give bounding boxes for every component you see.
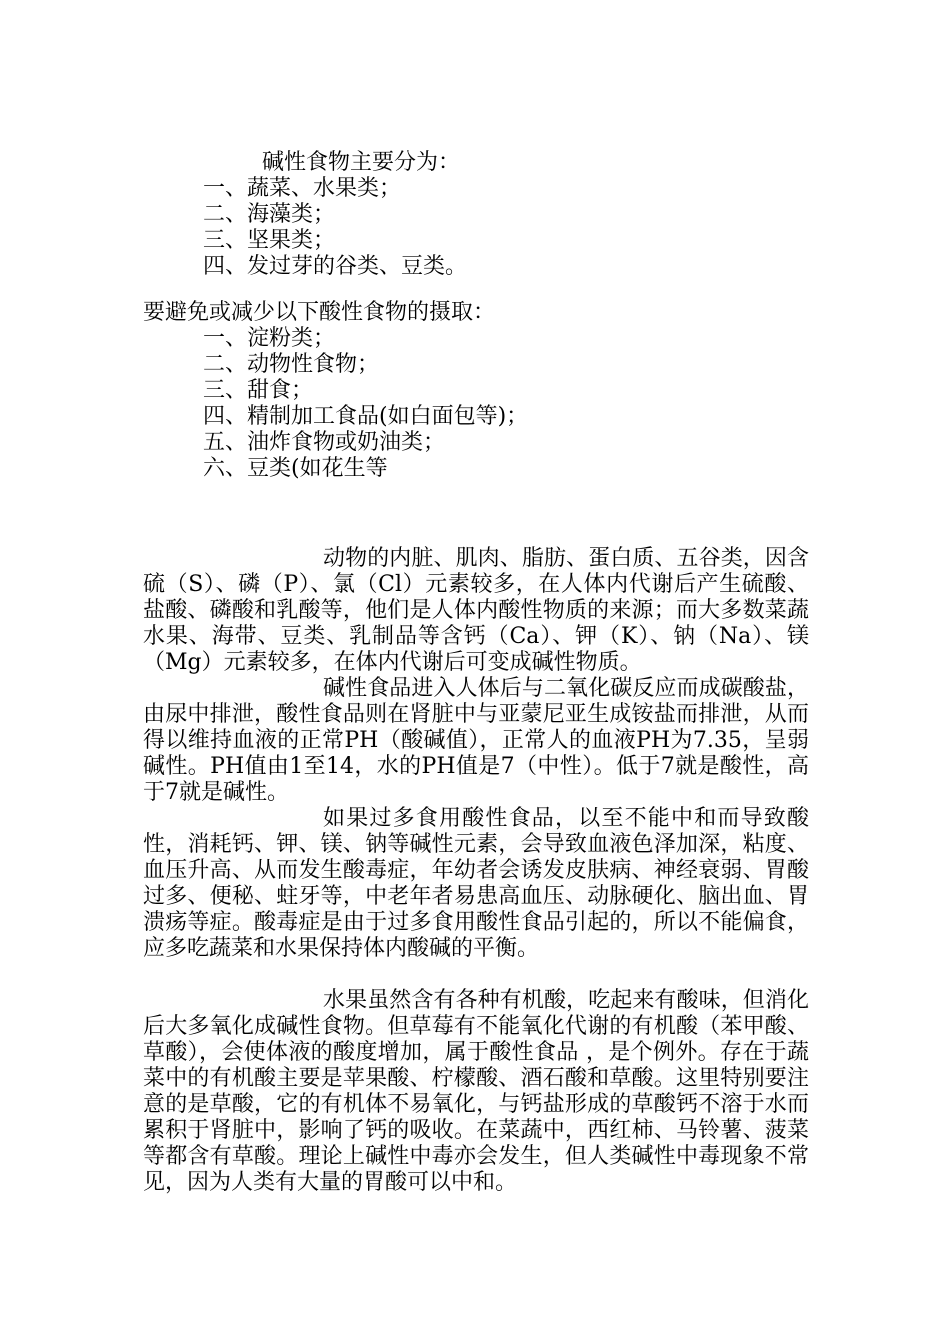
alkaline-list-item: 二、海藻类； xyxy=(203,202,336,227)
alkaline-foods-heading: 碱性食物主要分为： xyxy=(262,150,461,175)
acidic-list-item: 二、动物性食物； xyxy=(203,352,380,377)
body-paragraph: 动物的内脏、肌肉、脂肪、蛋白质、五谷类，因含硫（S）、磷（P）、氯（Cl）元素较多，在人体内代谢后产生硫酸、盐酸、磷酸和乳酸等，他们是人体内酸性物质的来源；而大多数菜蔬水果、海带、豆类、乳制品等含钙（Ca）、钾（K）、钠（Na）、镁（Mg）元素较多，在体内代谢后可变成碱性物质。 xyxy=(143,546,809,675)
body-paragraph: 碱性食品进入人体后与二氧化碳反应而成碳酸盐，由尿中排泄，酸性食品则在肾脏中与亚蒙尼亚生成铵盐而排泄，从而得以维持血液的正常PH（酸碱值），正常人的血液PH为7.35，呈弱碱性。PH值由1至14，水的PH值是7（中性）。低于7就是酸性，高于7就是碱性。 xyxy=(143,676,809,805)
acidic-foods-heading: 要避免或减少以下酸性食物的摄取： xyxy=(143,300,496,325)
alkaline-list-item: 四、发过芽的谷类、豆类。 xyxy=(203,254,468,279)
acidic-list-item: 一、淀粉类； xyxy=(203,326,336,351)
alkaline-list-item: 三、坚果类； xyxy=(203,228,336,253)
body-paragraph: 如果过多食用酸性食品，以至不能中和而导致酸性，消耗钙、钾、镁、钠等碱性元素，会导致血液色泽加深，粘度、血压升高、从而发生酸毒症，年幼者会诱发皮肤病、神经衰弱、胃酸过多、便秘、蛀牙等，中老年者易患高血压、动脉硬化、脑出血、胃溃疡等症。酸毒症是由于过多食用酸性食品引起的，所以不能偏食，应多吃蔬菜和水果保持体内酸碱的平衡。 xyxy=(143,806,809,961)
acidic-list-item: 四、精制加工食品(如白面包等)； xyxy=(203,404,529,429)
body-paragraph: 水果虽然含有各种有机酸，吃起来有酸味，但消化后大多氧化成碱性食物。但草莓有不能氧化代谢的有机酸（苯甲酸、草酸），会使体液的酸度增加，属于酸性食品 ，是个例外。存在于蔬菜中的有机酸主要是苹果酸、柠檬酸、酒石酸和草酸。这里特别要注意的是草酸，它的有机体不易氧化，与钙盐形成的草酸钙不溶于水而累积于肾脏中，影响了钙的吸收。在菜蔬中，西红柿、马铃薯、菠菜等都含有草酸。理论上碱性中毒亦会发生，但人类碱性中毒现象不常见，因为人类有大量的胃酸可以中和。 xyxy=(143,988,809,1195)
alkaline-list-item: 一、蔬菜、水果类； xyxy=(203,176,402,201)
acidic-list-item: 六、豆类(如花生等 xyxy=(203,456,388,481)
acidic-list-item: 三、甜食； xyxy=(203,378,314,403)
acidic-list-item: 五、油炸食物或奶油类； xyxy=(203,430,446,455)
